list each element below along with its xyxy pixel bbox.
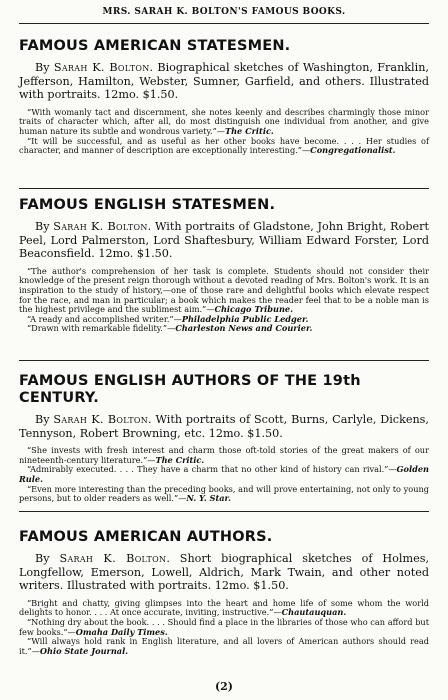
section-english-statesmen (19, 197, 429, 334)
author-name: Sarah K. Bolton (59, 552, 167, 565)
review-source: Philadelphia Public Ledger. (181, 313, 309, 324)
review-quote: “Admirably executed. . . . They have a charm that no other kind of history can rival.”—Golden Rule. (19, 464, 429, 484)
review-source: Charleston News and Courier. (175, 323, 313, 334)
review-quote: “Even more interesting than the preceding books, and will prove entertaining, not only to young persons, but to older readers as well.”—N. Y. Star. (19, 483, 429, 504)
review-quote: “With womanly tact and discernment, she notes keenly and describes charmingly those minor traits of character which, after all, do most distinguish one individual from another, and give human nature its subtle and wondrous variety.”—The Critic. (19, 106, 429, 136)
header-rule (19, 23, 429, 24)
review-quote: “She invests with fresh interest and charm those oft-told stories of the great makers of our nineteenth-century literature.”—The Critic. (19, 445, 429, 465)
review-source: Ohio State Journal. (39, 645, 129, 656)
book-description: By Sarah K. Bolton. Short biographical sketches of Holmes, Longfellow, Emerson, Lowell, Aldrich, Mark Twain, and other noted writers. Illustrated with portraits. 12mo. $1.50. (19, 552, 429, 593)
page-number: (2) (214, 680, 234, 693)
review-source: Golden Rule. (19, 464, 429, 484)
review-source: Chautauquan. (281, 607, 347, 618)
section-heading: FAMOUS ENGLISH AUTHORS OF THE 19th CENTURY. (19, 373, 361, 406)
review-source: The Critic. (155, 454, 205, 465)
review-quote: “Drawn with remarkable fidelity.”—Charleston News and Courier. (27, 323, 313, 334)
review-source: Omaha Daily Times. (75, 626, 168, 637)
section-divider (19, 360, 429, 361)
section-divider (19, 511, 429, 512)
author-name: Sarah K. Bolton (53, 220, 148, 233)
review-quote: “Bright and chatty, giving glimpses into the heart and home life of some whom the world delights to honor. . . . At once accurate, inviting, instructive.”—Chautauquan. (19, 597, 429, 618)
review-quote: “The author's comprehension of her task is complete. Students should not consider their knowledge of the present reign thorough without a devoted reading of Mrs. Bolton's work. It is an inspiration to the study of history,—one of those rare and delightful books which elevate respect for the race, and man in particular; a book which makes the reader feel that to be a noble man is the highest privilege and the sublimest aim.”—Chicago Tribune. (19, 265, 429, 315)
review-quote: “Nothing dry about the book. . . . Should find a place in the libraries of those who can afford but few books.”—Omaha Daily Times. (19, 616, 429, 637)
section-american-authors (19, 529, 429, 656)
review-source: Congregationalist. (310, 145, 396, 156)
review-quote: “Will always hold rank in English literature, and all lovers of American authors should read it.”—Ohio State Journal. (19, 636, 429, 656)
section-heading: FAMOUS AMERICAN AUTHORS. (19, 529, 273, 545)
review-quote: “A ready and accomplished writer.”—Philadelphia Public Ledger. (27, 313, 309, 324)
section-heading: FAMOUS ENGLISH STATESMEN. (19, 197, 276, 213)
review-source: Chicago Tribune. (214, 304, 293, 315)
book-description: By Sarah K. Bolton. With portraits of Scott, Burns, Carlyle, Dickens, Tennyson, Robert Browning, etc. 12mo. $1.50. (19, 413, 429, 440)
section-divider (19, 188, 429, 189)
book-description: By Sarah K. Bolton. Biographical sketches of Washington, Franklin, Jefferson, Hamilton, Webster, Sumner, Garfield, and others. Illustrated with portraits. 12mo. $1.50. (19, 61, 429, 102)
author-name: Sarah K. Bolton (53, 413, 149, 426)
running-head: MRS. SARAH K. BOLTON'S FAMOUS BOOKS. (102, 7, 346, 17)
section-american-statesmen (19, 38, 429, 156)
section-heading: FAMOUS AMERICAN STATESMEN. (19, 38, 291, 54)
review-quote: “It will be successful, and as useful as her other books have become. . . . Her studies of character, and manner of description are exceptionally interesting.”—Congregationalist. (19, 135, 429, 156)
review-source: The Critic. (225, 125, 274, 136)
author-name: Sarah K. Bolton (53, 61, 150, 74)
section-english-authors (19, 373, 429, 504)
review-source: N. Y. Star. (186, 493, 231, 504)
book-description: By Sarah K. Bolton. With portraits of Gladstone, John Bright, Robert Peel, Lord Palmerston, Lord Shaftesbury, William Edward Forster, Lord Beaconsfield. 12mo. $1.50. (19, 220, 429, 261)
